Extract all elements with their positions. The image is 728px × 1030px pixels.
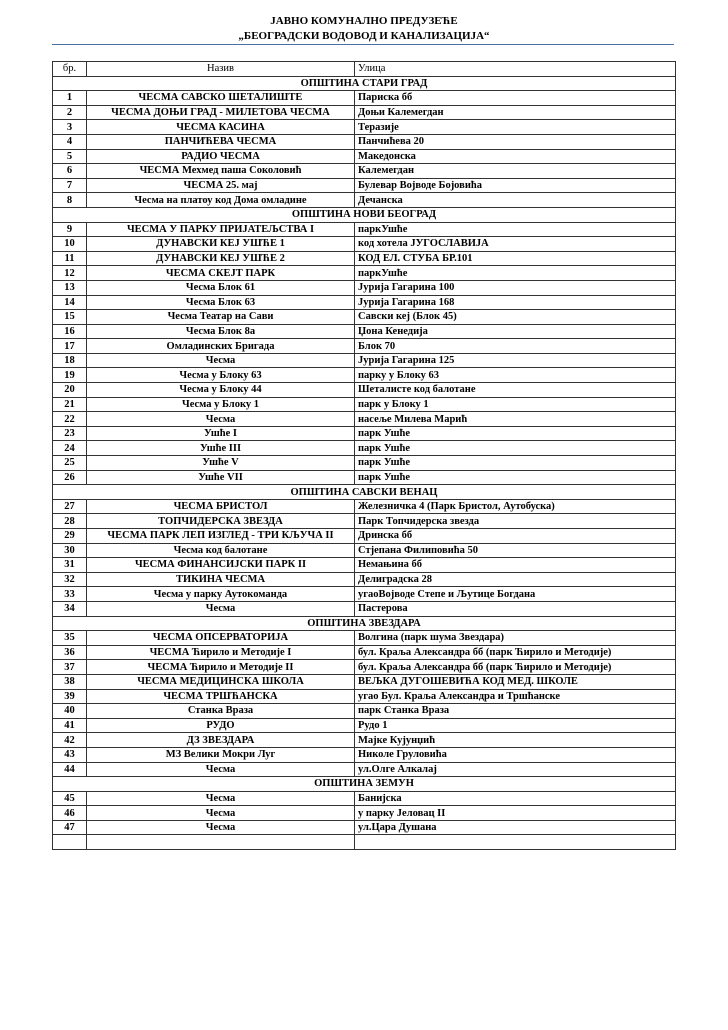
row-number: 41 [53, 718, 87, 733]
street-address: КОД ЕЛ. СТУБА БР.101 [355, 251, 676, 266]
row-number: 2 [53, 105, 87, 120]
fountain-name: Чесма у Блоку 1 [87, 397, 355, 412]
row-number: 28 [53, 514, 87, 529]
street-address: паркУшће [355, 222, 676, 237]
street-address: Николе Груловића [355, 747, 676, 762]
fountain-name: ЧЕСМА БРИСТОЛ [87, 499, 355, 514]
street-address: бул. Краља Александра бб (парк Ћирило и Методије) [355, 660, 676, 675]
table-row [53, 105, 676, 120]
fountain-name: Ушће VII [87, 470, 355, 485]
row-number: 4 [53, 134, 87, 149]
street-address: угаоВојводе Степе и Љутице Богдана [355, 587, 676, 602]
table-row [53, 339, 676, 354]
fountain-name: ЧЕСМА СКЕЈТ ПАРК [87, 266, 355, 281]
table-row [53, 704, 676, 719]
row-number: 16 [53, 324, 87, 339]
table-row [53, 222, 676, 237]
row-number: 38 [53, 674, 87, 689]
street-address: Доњи Калемегдан [355, 105, 676, 120]
header-divider [52, 44, 674, 45]
column-header-street: Улица [355, 62, 676, 77]
company-name-line: „БЕОГРАДСКИ ВОДОВОД И КАНАЛИЗАЦИЈА“ [238, 30, 490, 42]
row-number: 40 [53, 704, 87, 719]
fountain-name: ЧЕСМА САВСКО ШЕТАЛИШТЕ [87, 91, 355, 106]
table-row [53, 178, 676, 193]
fountain-name: ЧЕСМА ТРШЋАНСКА [87, 689, 355, 704]
table-row [53, 631, 676, 646]
table-row [53, 134, 676, 149]
table-row [53, 193, 676, 208]
fountain-name: ТОПЧИДЕРСКА ЗВЕЗДА [87, 514, 355, 529]
table-row [53, 499, 676, 514]
table-header-row [53, 62, 676, 77]
street-address: Железничка 4 (Парк Бристол, Аутобуска) [355, 499, 676, 514]
table-row [53, 164, 676, 179]
fountain-name: Чесма Блок 63 [87, 295, 355, 310]
table-row [53, 601, 676, 616]
fountain-name: Чесма у парку Аутокоманда [87, 587, 355, 602]
section-title: ОПШТИНА СТАРИ ГРАД [53, 76, 676, 91]
table-row [53, 149, 676, 164]
fountain-name: РУДО [87, 718, 355, 733]
table-row [53, 412, 676, 427]
street-address: бул. Краља Александра бб (парк Ћирило и Методије) [355, 645, 676, 660]
row-number: 15 [53, 310, 87, 325]
row-number: 22 [53, 412, 87, 427]
row-number: 25 [53, 456, 87, 471]
street-address: Рудо 1 [355, 718, 676, 733]
row-number: 35 [53, 631, 87, 646]
street-address: Блок 70 [355, 339, 676, 354]
street-address: Шеталисте код балотане [355, 383, 676, 398]
row-number: 17 [53, 339, 87, 354]
table-row [53, 660, 676, 675]
street-address: Немањина бб [355, 558, 676, 573]
fountain-name: Чесма [87, 806, 355, 821]
street-address: Савски кеј (Блок 45) [355, 310, 676, 325]
row-number: 23 [53, 426, 87, 441]
street-address: Волгина (парк шума Звездара) [355, 631, 676, 646]
street-address: Јурија Гагарина 168 [355, 295, 676, 310]
street-address: Делиградска 28 [355, 572, 676, 587]
fountain-name: ЧЕСМА Ћирило и Методије II [87, 660, 355, 675]
fountain-name: ЧЕСМА ОПСЕРВАТОРИЈА [87, 631, 355, 646]
row-number: 47 [53, 820, 87, 835]
table-row [53, 747, 676, 762]
street-address: Пастерова [355, 601, 676, 616]
section-title: ОПШТИНА САВСКИ ВЕНАЦ [53, 485, 676, 500]
table-row [53, 383, 676, 398]
street-address: Париска бб [355, 91, 676, 106]
row-number: 44 [53, 762, 87, 777]
table-row [53, 820, 676, 835]
street-address: насеље Милева Марић [355, 412, 676, 427]
row-number: 30 [53, 543, 87, 558]
fountain-name: ЧЕСМА КАСИНА [87, 120, 355, 135]
fountain-name: ПАНЧИЋЕВА ЧЕСМА [87, 134, 355, 149]
fountain-name: Чесма Блок 61 [87, 280, 355, 295]
section-row [53, 207, 676, 222]
row-number: 18 [53, 353, 87, 368]
table-row [53, 120, 676, 135]
table-row [53, 91, 676, 106]
row-number: 20 [53, 383, 87, 398]
street-address: у парку Јеловац II [355, 806, 676, 821]
row-number: 45 [53, 791, 87, 806]
row-number: 34 [53, 601, 87, 616]
document-header [0, 14, 728, 44]
table-row [53, 762, 676, 777]
street-address: код хотела ЈУГОСЛАВИЈА [355, 237, 676, 252]
row-number: 24 [53, 441, 87, 456]
table-row [53, 689, 676, 704]
fountain-name: РАДИО ЧЕСМА [87, 149, 355, 164]
fountain-name: ЧЕСМА ПАРК ЛЕП ИЗГЛЕД - ТРИ КЉУЧА II [87, 529, 355, 544]
fountain-name: МЗ Велики Мокри Луг [87, 747, 355, 762]
street-address: Дечанска [355, 193, 676, 208]
fountain-name: Ушће I [87, 426, 355, 441]
street-address: Македонска [355, 149, 676, 164]
street-address: парк Ушће [355, 426, 676, 441]
company-type-line: ЈАВНО КОМУНАЛНО ПРЕДУЗЕЋЕ [270, 15, 458, 27]
table-row [53, 353, 676, 368]
fountain-name: ЧЕСМА ДОЊИ ГРАД - МИЛЕТОВА ЧЕСМА [87, 105, 355, 120]
fountain-name: ДЗ ЗВЕЗДАРА [87, 733, 355, 748]
street-address [355, 835, 676, 850]
row-number: 10 [53, 237, 87, 252]
row-number: 46 [53, 806, 87, 821]
row-number: 5 [53, 149, 87, 164]
fountain-name: Чесма [87, 601, 355, 616]
table-row [53, 572, 676, 587]
fountain-name: Ушће III [87, 441, 355, 456]
fountain-name: Чесма код балотане [87, 543, 355, 558]
row-number: 9 [53, 222, 87, 237]
table-row [53, 251, 676, 266]
section-row [53, 777, 676, 792]
fountain-name [87, 835, 355, 850]
street-address: Џона Кенедија [355, 324, 676, 339]
table-row [53, 558, 676, 573]
table-row [53, 835, 676, 850]
street-address: Панчићева 20 [355, 134, 676, 149]
fountain-name: Чесма [87, 820, 355, 835]
street-address: Јурија Гагарина 125 [355, 353, 676, 368]
section-row [53, 485, 676, 500]
street-address: парк у Блоку 1 [355, 397, 676, 412]
street-address: паркУшће [355, 266, 676, 281]
row-number: 1 [53, 91, 87, 106]
table-row [53, 733, 676, 748]
table-row [53, 456, 676, 471]
table-row [53, 280, 676, 295]
column-header-number: бр. [53, 62, 87, 77]
section-title: ОПШТИНА ЗВЕЗДАРА [53, 616, 676, 631]
table-row [53, 514, 676, 529]
street-address: Банијска [355, 791, 676, 806]
fountain-name: ЧЕСМА ФИНАНСИЈСКИ ПАРК II [87, 558, 355, 573]
fountain-name: Чесма [87, 353, 355, 368]
fountain-name: Чесма Блок 8а [87, 324, 355, 339]
section-row [53, 76, 676, 91]
row-number: 42 [53, 733, 87, 748]
table-row [53, 529, 676, 544]
table-row [53, 791, 676, 806]
row-number: 7 [53, 178, 87, 193]
row-number: 32 [53, 572, 87, 587]
row-number: 33 [53, 587, 87, 602]
table-row [53, 587, 676, 602]
street-address: Калемегдан [355, 164, 676, 179]
table-row [53, 674, 676, 689]
column-header-name: Назив [87, 62, 355, 77]
street-address: Теразије [355, 120, 676, 135]
row-number: 3 [53, 120, 87, 135]
fountain-name: ЧЕСМА Мехмед паша Соколовић [87, 164, 355, 179]
table-row [53, 718, 676, 733]
fountain-name: Омладинских Бригада [87, 339, 355, 354]
fountain-name: ЧЕСМА МЕДИЦИНСКА ШКОЛА [87, 674, 355, 689]
row-number: 43 [53, 747, 87, 762]
row-number: 37 [53, 660, 87, 675]
street-address: ул.Цара Душана [355, 820, 676, 835]
street-address: парку у Блоку 63 [355, 368, 676, 383]
row-number: 8 [53, 193, 87, 208]
street-address: Јурија Гагарина 100 [355, 280, 676, 295]
street-address: парк Станка Враза [355, 704, 676, 719]
street-address: Стјепана Филиповића 50 [355, 543, 676, 558]
table-row [53, 426, 676, 441]
row-number: 14 [53, 295, 87, 310]
fountain-name: ТИКИНА ЧЕСМА [87, 572, 355, 587]
section-title: ОПШТИНА НОВИ БЕОГРАД [53, 207, 676, 222]
street-address: ул.Олге Алкалај [355, 762, 676, 777]
row-number [53, 835, 87, 850]
table-row [53, 470, 676, 485]
row-number: 6 [53, 164, 87, 179]
fountain-name: Чесма на платоу код Дома омладине [87, 193, 355, 208]
fountain-name: Чесма [87, 791, 355, 806]
row-number: 11 [53, 251, 87, 266]
street-address: Дринска бб [355, 529, 676, 544]
street-address: парк Ушће [355, 470, 676, 485]
fountain-name: Ушће V [87, 456, 355, 471]
table-row [53, 397, 676, 412]
fountain-name: ЧЕСМА Ћирило и Методије I [87, 645, 355, 660]
row-number: 19 [53, 368, 87, 383]
section-title: ОПШТИНА ЗЕМУН [53, 777, 676, 792]
fountain-name: ЧЕСМА 25. мај [87, 178, 355, 193]
fountain-name: ДУНАВСКИ КЕЈ УШЋЕ 2 [87, 251, 355, 266]
fountain-name: ЧЕСМА У ПАРКУ ПРИЈАТЕЉСТВА I [87, 222, 355, 237]
street-address: Булевар Војводе Бојовића [355, 178, 676, 193]
fountain-table [52, 61, 676, 850]
table-row [53, 324, 676, 339]
street-address: ВЕЉКА ДУГОШЕВИЋА КОД МЕД. ШКОЛЕ [355, 674, 676, 689]
row-number: 39 [53, 689, 87, 704]
fountain-name: ДУНАВСКИ КЕЈ УШЋЕ 1 [87, 237, 355, 252]
table-row [53, 295, 676, 310]
street-address: Мајке Кујунџић [355, 733, 676, 748]
fountain-name: Чесма Театар на Сави [87, 310, 355, 325]
table-row [53, 368, 676, 383]
table-row [53, 806, 676, 821]
row-number: 36 [53, 645, 87, 660]
table-row [53, 645, 676, 660]
table-row [53, 441, 676, 456]
row-number: 27 [53, 499, 87, 514]
row-number: 26 [53, 470, 87, 485]
fountain-name: Станка Враза [87, 704, 355, 719]
table-row [53, 237, 676, 252]
street-address: Парк Топчидерска звезда [355, 514, 676, 529]
table-row [53, 543, 676, 558]
street-address: парк Ушће [355, 456, 676, 471]
fountain-name: Чесма [87, 762, 355, 777]
fountain-name: Чесма [87, 412, 355, 427]
row-number: 12 [53, 266, 87, 281]
street-address: угао Бул. Краља Александра и Тршћанске [355, 689, 676, 704]
table-row [53, 310, 676, 325]
fountain-name: Чесма у Блоку 44 [87, 383, 355, 398]
table-row [53, 266, 676, 281]
fountain-name: Чесма у Блоку 63 [87, 368, 355, 383]
row-number: 21 [53, 397, 87, 412]
section-row [53, 616, 676, 631]
row-number: 31 [53, 558, 87, 573]
row-number: 29 [53, 529, 87, 544]
street-address: парк Ушће [355, 441, 676, 456]
row-number: 13 [53, 280, 87, 295]
